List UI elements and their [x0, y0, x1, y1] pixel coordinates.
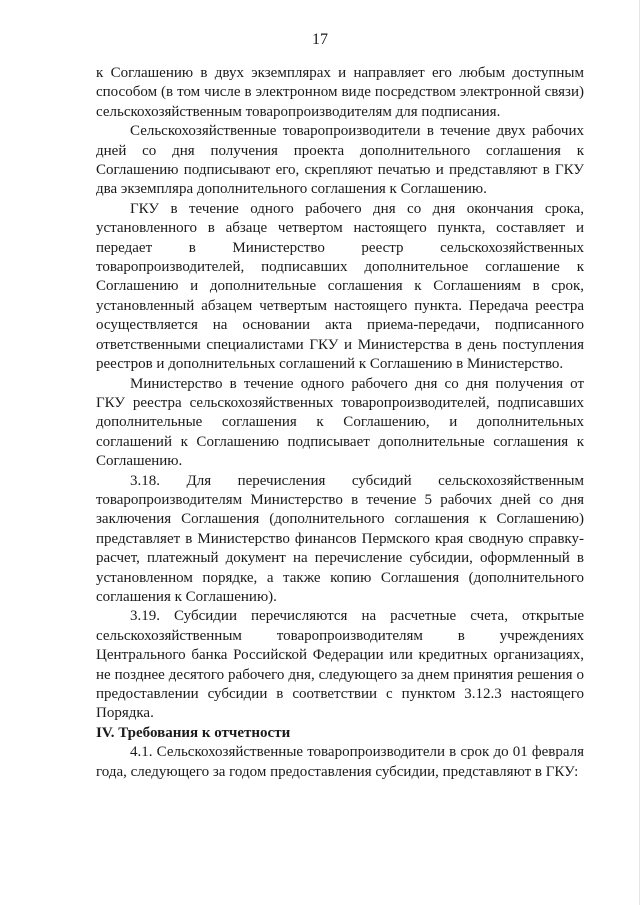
paragraph-gku-registry: ГКУ в течение одного рабочего дня со дня окончания срока, установленного в абзаце четвертом настоящего пункта, составляет и передает в Министерство реестр сельскохозяйственных товаропроизводителей, подписавших дополнительное соглашение к Соглашению и дополнительные соглашения к Соглашениям в срок, установленный абзацем четвертым настоящего пункта. Передача реестра осуществляется на основании акта приема-передачи, подписанного ответственными специалистами ГКУ и Министерства в день поступления реестров и дополнительных соглашений к Соглашению в Министерство. — [96, 200, 584, 373]
document-body — [96, 64, 584, 782]
paragraph-clause-3-19: 3.19. Субсидии перечисляются на расчетные счета, открытые сельскохозяйственным товаропроизводителям в учреждениях Центрального банка Российской Федерации или кредитных организациях, не позднее десятого рабочего дня, следующего за днем принятия решения о предоставлении субсидии в соответствии с пунктом 3.12.3 настоящего Порядка. — [96, 608, 584, 722]
paragraph-signing-terms: Сельскохозяйственные товаропроизводители в течение двух рабочих дней со дня получения проекта дополнительного соглашения к Соглашению подписывают его, скрепляют печатью и представляют в ГКУ два экземпляра дополнительного соглашения к Соглашению. — [96, 123, 584, 198]
page-number: 17 — [312, 31, 328, 48]
paragraph-ministry-signing: Министерство в течение одного рабочего дня со дня получения от ГКУ реестра сельскохозяйственных товаропроизводителей, подписавших дополнительные соглашения к Соглашению, и дополнительных соглашений к Соглашению подписывает дополнительные соглашения к Соглашению. — [96, 375, 584, 470]
section-heading: IV. Требования к отчетности — [96, 724, 291, 741]
paragraph-continuation: к Соглашению в двух экземплярах и направляет его любым доступным способом (в том числе в электронном виде посредством электронной связи) сельскохозяйственным товаропроизводителям для подписания. — [96, 65, 584, 120]
paragraph-clause-4-1: 4.1. Сельскохозяйственные товаропроизводители в срок до 01 февраля года, следующего за годом предоставления субсидии, представляют в ГКУ: — [96, 744, 584, 780]
paragraph-clause-3-18: 3.18. Для перечисления субсидий сельскохозяйственным товаропроизводителям Министерство в течение 5 рабочих дней со дня заключения Соглашения (дополнительного соглашения к Соглашению) представляет в Министерство финансов Пермского края сводную справку-расчет, платежный документ на перечисление субсидии, оформленный в установленном порядке, а также копию Соглашения (дополнительного соглашения к Соглашению). — [96, 472, 584, 605]
